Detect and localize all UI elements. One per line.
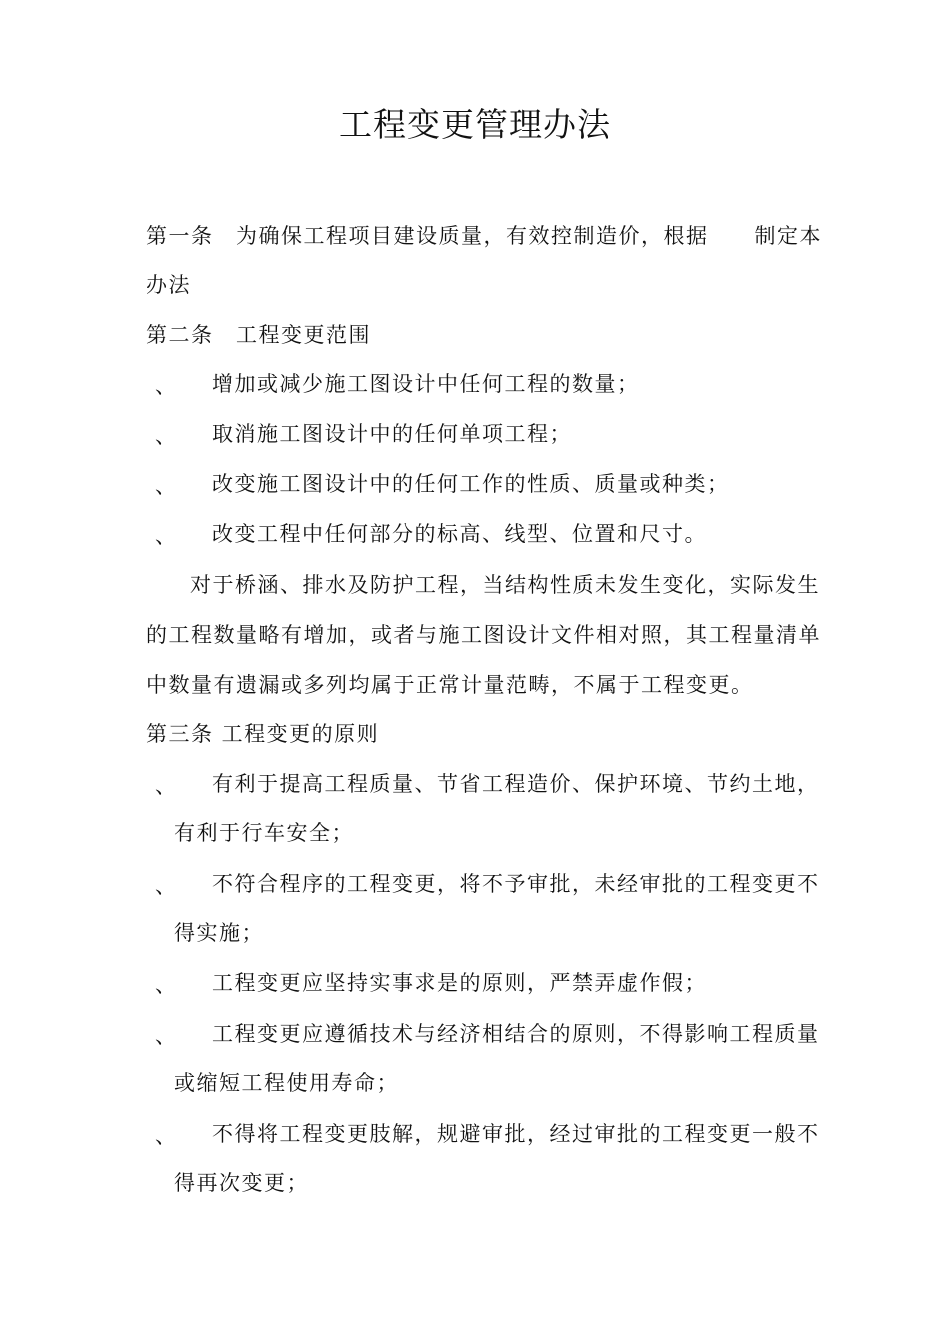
- scope-item-3: 改变施工图设计中的任何工作的性质、质量或种类；: [212, 472, 730, 496]
- list-bullet: 、: [155, 1124, 176, 1148]
- principle-item-5-line-1: 不得将工程变更肢解，规避审批，经过审批的工程变更一般不: [212, 1122, 820, 1146]
- principle-item-5-line-2: 得再次变更；: [174, 1171, 309, 1195]
- list-bullet: 、: [155, 774, 176, 798]
- scope-paragraph-line-1: 对于桥涵、排水及防护工程，当结构性质未发生变化，实际发生: [190, 573, 820, 597]
- article-3-heading: 第三条 工程变更的原则: [146, 722, 380, 746]
- list-bullet: 、: [155, 374, 176, 398]
- principle-item-1-line-2: 有利于行车安全；: [174, 821, 354, 845]
- scope-item-2: 取消施工图设计中的任何单项工程；: [212, 422, 572, 446]
- principle-item-1-line-1: 有利于提高工程质量、节省工程造价、保护环境、节约土地，: [212, 772, 820, 796]
- article-1-text-a: 第一条 为确保工程项目建设质量，有效控制造价，根据: [146, 224, 709, 248]
- scope-paragraph-line-2: 的工程数量略有增加，或者与施工图设计文件相对照，其工程量清单: [146, 623, 821, 647]
- article-2-heading: 第二条 工程变更范围: [146, 323, 371, 347]
- scope-item-4: 改变工程中任何部分的标高、线型、位置和尺寸。: [212, 522, 707, 546]
- list-bullet: 、: [155, 874, 176, 898]
- principle-item-4-line-1: 工程变更应遵循技术与经济相结合的原则，不得影响工程质量: [212, 1022, 820, 1046]
- document-title: 工程变更管理办法: [339, 105, 611, 144]
- article-1-line-2: 办法: [146, 273, 191, 297]
- article-1-text-b: 制定本: [754, 224, 822, 248]
- principle-item-2-line-2: 得实施；: [174, 921, 264, 945]
- list-bullet: 、: [155, 424, 176, 448]
- list-bullet: 、: [155, 973, 176, 997]
- article-1-line-1: [146, 221, 822, 251]
- principle-item-3-line-1: 工程变更应坚持实事求是的原则，严禁弄虚作假；: [212, 971, 707, 995]
- principle-item-2-line-1: 不符合程序的工程变更，将不予审批，未经审批的工程变更不: [212, 872, 820, 896]
- list-bullet: 、: [155, 524, 176, 548]
- list-bullet: 、: [155, 474, 176, 498]
- list-bullet: 、: [155, 1024, 176, 1048]
- scope-item-1: 增加或减少施工图设计中任何工程的数量；: [212, 372, 640, 396]
- scope-paragraph-line-3: 中数量有遗漏或多列均属于正常计量范畴，不属于工程变更。: [146, 673, 754, 697]
- principle-item-4-line-2: 或缩短工程使用寿命；: [174, 1071, 399, 1095]
